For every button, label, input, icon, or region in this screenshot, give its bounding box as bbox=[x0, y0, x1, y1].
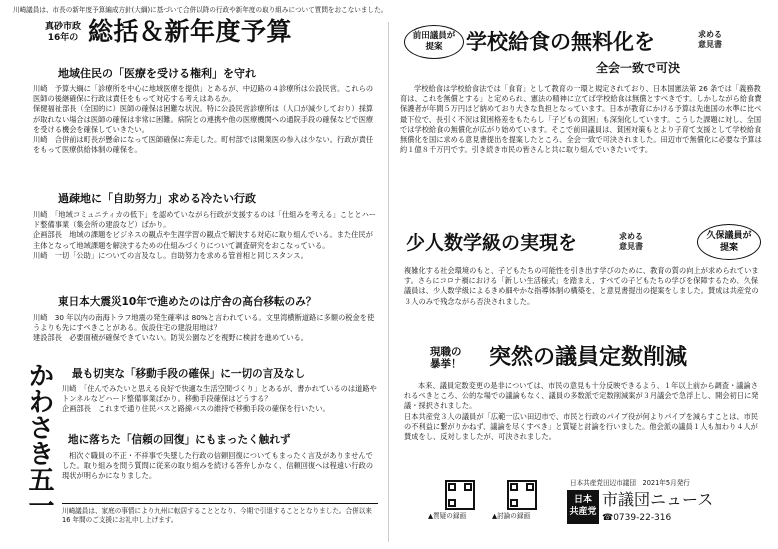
newsletter-name: 市議団ニュース bbox=[602, 490, 714, 509]
suffix-school-lunch: 求める 意見書 bbox=[698, 30, 722, 49]
proposer-bubble-kubo: 久保議員が 提案 bbox=[697, 224, 761, 260]
column-divider bbox=[388, 22, 389, 542]
party-logo: 日本 共産党 bbox=[567, 490, 599, 524]
top-note: 川崎議員は、市長の新年度予算編成方針(大綱)に基づいて合併以降の行政や新年度の取り組みについて質問をおこないました。 bbox=[13, 6, 388, 14]
section-medical: 川崎 予算大綱に「診療所を中心に地域医療を提供」とあるが、中辺路の４診療所は公設民営。これらの医師の後継確保に行政は責任をもって対応する考えはあるか。 保健福祉部長（全国的に）医師の確保は困難な状況。特に公設民営診療所は（人口が減少しており）採算が取れない場合は医師の確保は非常に困難。病院との連携や他の医療機関への通院手段の確保などで医療を受ける機会を確保していきたい。 川崎 合併前は町長が懸命になって医師確保に奔走した。町村部では開業医の参入は少ない。行政が責任をもって医療供給体制の確保を。 bbox=[33, 84, 374, 155]
result-unanimous: 全会一致で可決 bbox=[596, 61, 681, 75]
section-earthquake: 川崎 30 年以内の南海トラフ地震の発生確率は 80%と言われている。文里湾横断道路に多額の税金を使うよりも先にすべきことがある。仮設住宅の建設用地は？ 建設部長 必要面積が確保できていない。防災公園などを視野に検討を進めている。 bbox=[33, 313, 375, 343]
title-seat-reduction: 突然の議員定数削減 bbox=[489, 345, 688, 370]
vertical-title: かわさき五一 bbox=[24, 362, 54, 518]
suffix-small-class: 求める 意見書 bbox=[619, 232, 643, 251]
label-outrage: 現職の 暴挙！ bbox=[430, 346, 462, 370]
section-seat-reduction: 本来、議員定数変更の是非については、市民の意見も十分反映できるよう、１年以上前から調査・議論されるべきところ、公的な場での議論もなく、議員の多数派で定数削減案が３月議会で急浮上し、開会初日に発議・採択されました。 日本共産党３人の議員が「広範一広い田辺市で、市民と行政のパイプ役が何よりパイプを減らすことは、市民の不利益に繋がりかねず、議論を尽くすべき」と質疑と討論を行いました。他会派の議員１人も加わり４人が賛成をし、反対しましたが、可決されました。 bbox=[404, 381, 759, 442]
section-trust: 相次ぐ職員の不正・不祥事で失墜した行政の信頼回復についてもまったく言及がありませんでした。取り組みを問う質問に従来の取り組みを続ける答弁しかなく、信頼回復へは程遠い行政の現状が明らかになりました。 bbox=[62, 451, 374, 481]
heading-medical: 地域住民の「医療を受ける権利」を守れ bbox=[58, 67, 256, 80]
qr-code-debate[interactable] bbox=[507, 480, 537, 510]
issuer-line: 日本共産党田辺市議団 2021年5月発行 bbox=[570, 479, 690, 487]
title-school-lunch: 学校給食の無料化を bbox=[466, 30, 655, 54]
section-transport: 川崎 「住んでみたいと思える良好で快適な生活空間づくり」とあるが、書かれているのは道路やトンネルなどハード整備事業ばかり。移動手段確保はどうする？ 企画部長 これまで通り住民バスと路線バスの維持で移動手段の確保を行いたい。 bbox=[62, 384, 377, 414]
heading-transport: 最も切実な「移動手段の確保」に一切の言及なし bbox=[72, 368, 306, 380]
section-school-lunch: 学校給食は学校給食法では「食育」として教育の一環と規定されており、日本国憲法第 26 条では「義務教育は、これを無償とする」と定められ、憲法の精神に立てば学校給食は無償とすべきです。しかしながら給食費保護者が年間５万円ほど納めており大きな負担となっています。日本が教育にかける予算は先進国の水準に比べ最下位で、長引く不況は貧困格差をもたらし「子どもの貧困」も深刻化しています。こうした課題に対し、全国では学校給食の無償化が広がり始めています。そこで前田議員は、貧困対策もとより子育て支援として学校給食無償化を国に求める意見書提出を提案したところ、全会一致で可決されました。田辺市で無償化に必要な予算は約１億８千万円です。引き続き市民の皆さんと共に取り組んでいきたいです。 bbox=[400, 84, 762, 155]
heading-earthquake: 東日本大震災10年で進めたのは庁舎の高台移転のみ？ bbox=[58, 296, 317, 308]
bottom-note: 川崎議員は、家庭の事情により九州に転居することとなり、今期で引退することとなりました。合併以来 16 年間のご支援にお礼申し上げます。 bbox=[62, 503, 378, 526]
title-prefix: 真砂市政 16年の bbox=[44, 22, 81, 43]
main-title: 総括＆新年度予算 bbox=[88, 17, 293, 46]
section-small-class: 複雑化する社会環境のもと、子どもたちの可能性を引き出す学びのために、教育の質の向上が求められています。さらにコロナ禍における「新しい生活様式」を踏まえ、すべての子どもたちの学びを保障するため、久保議員は、少人数学級によるきめ細やかな指導体制の構築を、と意見書提出の提案をしました。賛成は共産党の３人のみで残念ながら否決されました。 bbox=[404, 266, 759, 306]
qr-code-question[interactable] bbox=[445, 480, 475, 510]
qr-label-question: ▲質疑の録画 bbox=[428, 512, 467, 520]
section-self-help: 川崎 「地域コミュニティカの低下」を認めていながら行政が支援するのは「仕組みを考える」こととハード整備事業（集会所の建設など）ばかり。 企画部長 地域の課題をビジネスの観点や生涯学習の観点で解決する対応に取り組んでいる。また住民が主体となって地域課題を解決するための仕組みづくりについて調査研究をおこなっている。 川崎 一切「公助」についての言及なし。自助努力を求める管首相と同じスタンス。 bbox=[33, 210, 377, 260]
title-small-class: 少人数学級の実現を bbox=[406, 232, 578, 254]
phone-number: ☎0739-22-316 bbox=[602, 513, 672, 523]
heading-trust: 地に落ちた「信頼の回復」にもまったく触れず bbox=[68, 434, 291, 446]
qr-label-debate: ▲討論の録画 bbox=[492, 512, 531, 520]
proposer-bubble-maeda: 前田議員が 提案 bbox=[404, 25, 464, 59]
heading-self-help: 過疎地に「自助努力」求める冷たい行政 bbox=[58, 192, 256, 205]
